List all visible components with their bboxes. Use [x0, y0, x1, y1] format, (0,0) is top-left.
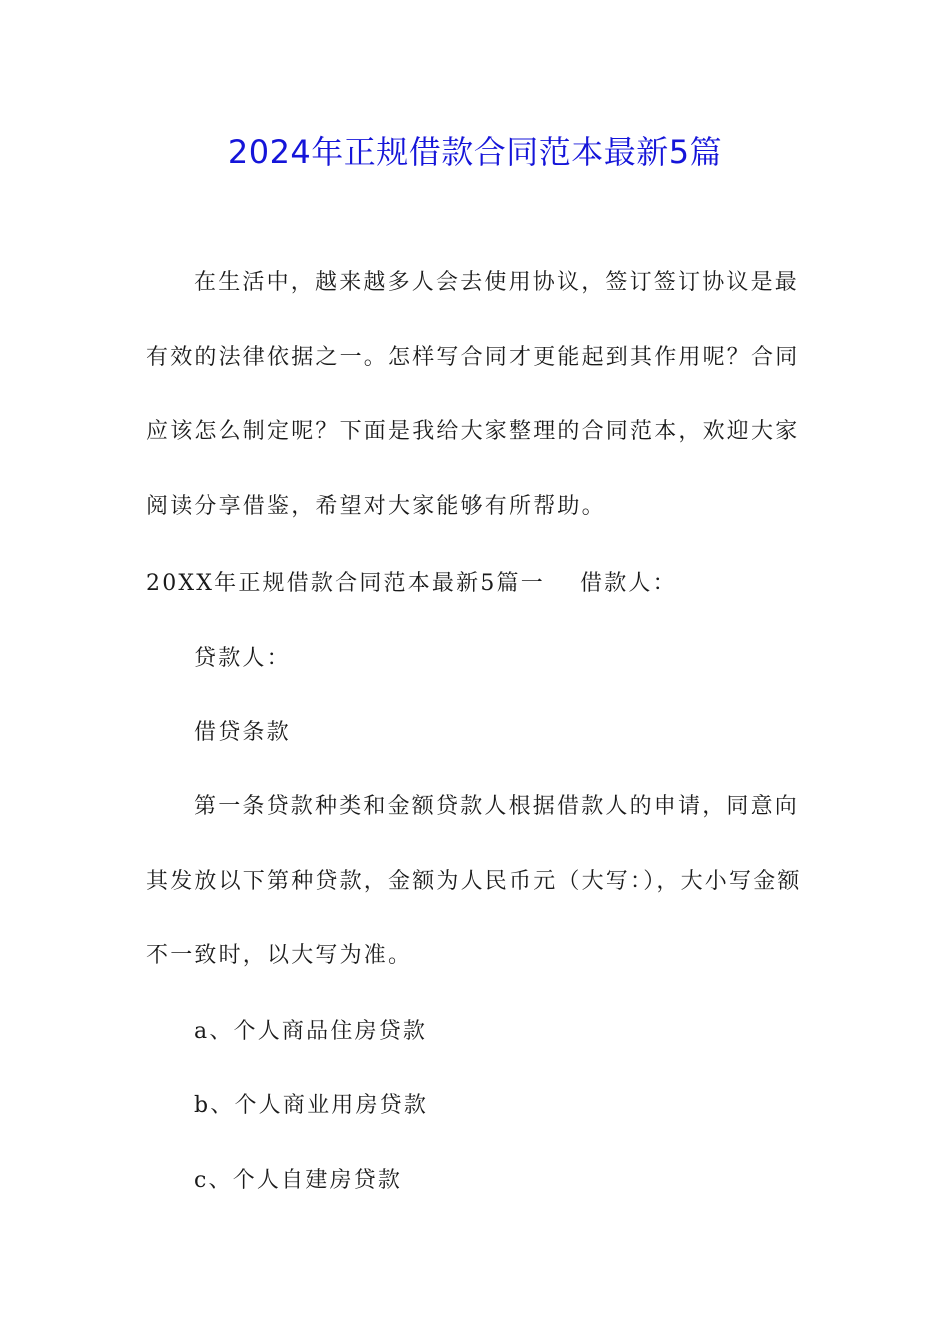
lender-label: 贷款人：: [194, 646, 291, 671]
list-item: c、个人自建房贷款: [194, 1168, 403, 1193]
borrower-label: 借款人：: [580, 571, 677, 596]
article-one-paragraph: 第一条贷款种类和金额贷款人根据借款人的申请，同意向其发放以下第种贷款，金额为人民币元（大写：），大小写金额不一致时，以大写为准。: [146, 794, 802, 969]
list-item: b、个人商业用房贷款: [194, 1093, 429, 1118]
document-title: 2024年正规借款合同范本最新5篇: [227, 133, 723, 171]
intro-paragraph: 在生活中，越来越多人会去使用协议，签订签订协议是最有效的法律依据之一。怎样写合同才更能起到其作用呢？合同应该怎么制定呢？下面是我给大家整理的合同范本，欢迎大家阅读分享借鉴，希望对大家能够有所帮助。: [146, 270, 800, 519]
terms-heading: 借贷条款: [194, 720, 291, 745]
list-item: a、个人商品住房贷款: [194, 1019, 428, 1044]
section-heading: 20XX年正规借款合同范本最新5篇一: [146, 571, 545, 596]
